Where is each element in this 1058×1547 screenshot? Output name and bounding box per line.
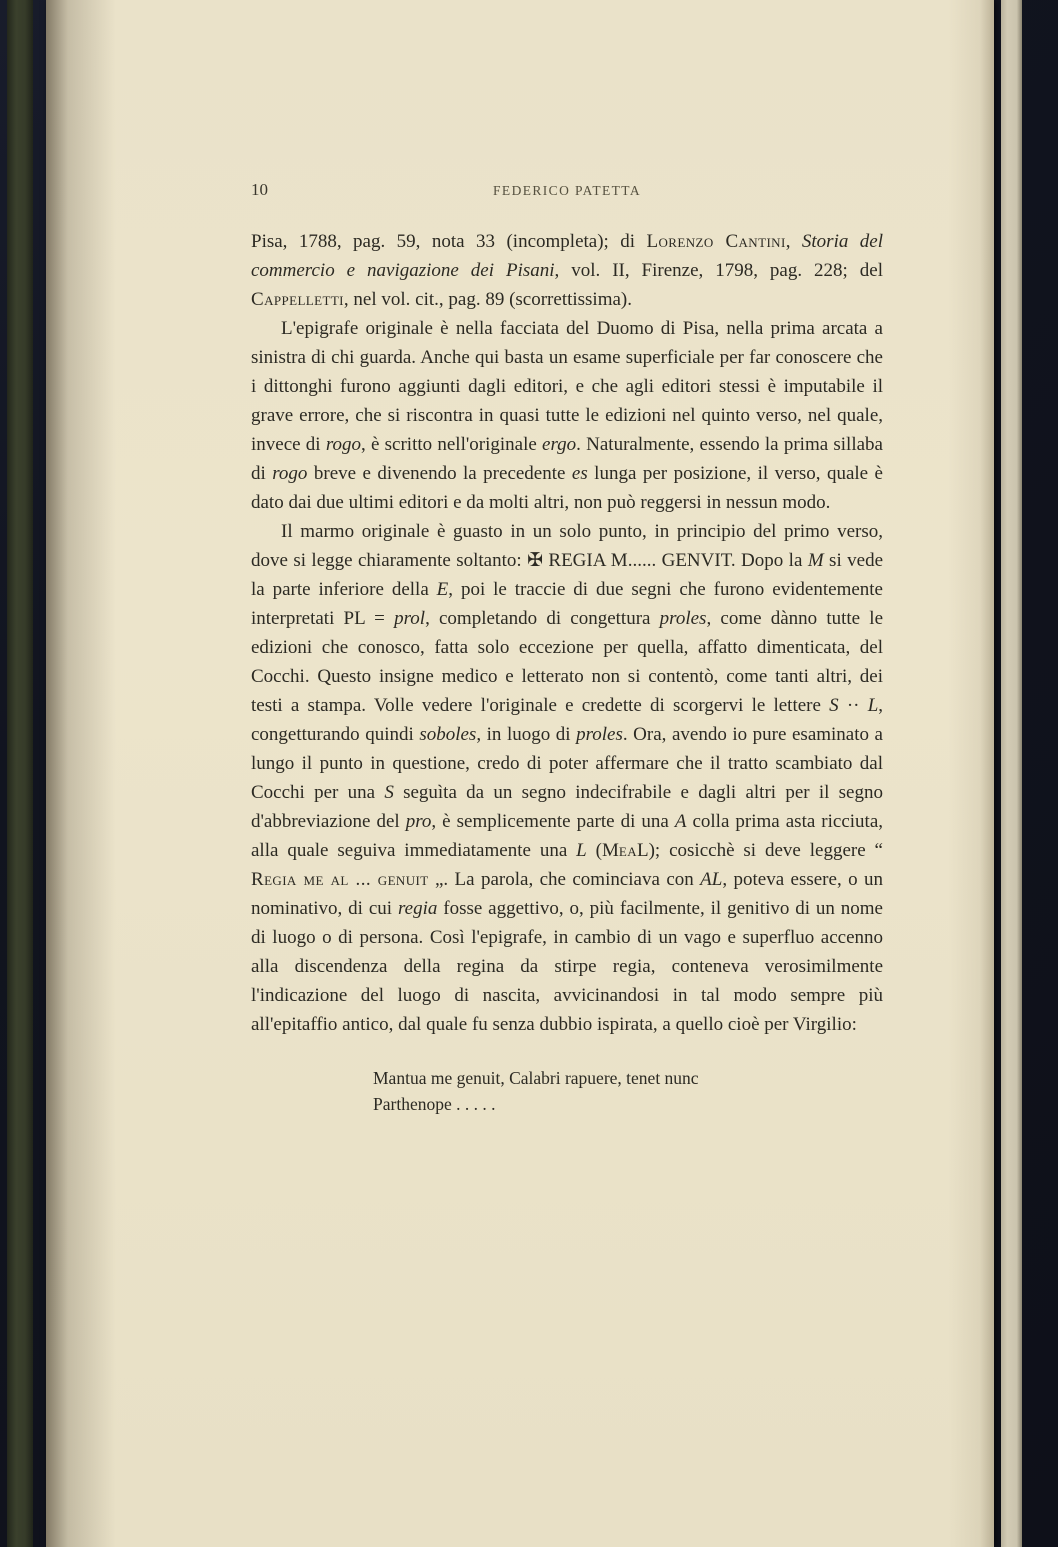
running-header-title: FEDERICO PATETTA [493,183,641,198]
paragraph-marmo: Il marmo originale è guasto in un solo punto, in principio del primo verso, dove si legge chiaramente soltanto: ✠ REGIA M...... GENVIT. Dopo la M si vede la parte inferiore della E, poi le traccie di due segni che furono evidentemente interpretati PL = prol, completando di congettura proles, come dànno tutte le edizioni che conosco, fatta solo eccezione per quella, affatto dimenticata, del Cocchi. Questo insigne medico e letterato non si contentò, come tanti altri, dei testi a stampa. Volle vedere l'originale e credette di scorgervi le lettere S ·· L, congetturando quindi soboles, in luogo di proles. Ora, avendo io pure esaminato a lungo il punto in questione, credo di poter affermare che il tratto scambiato dal Cocchi per una S seguìta da un segno indecifrabile e dagli altri per il segno d'abbreviazione del pro, è semplicemente parte di una A colla prima asta ricciuta, alla quale seguiva immediatamente una L (MeaL); cosicchè si deve leggere “ Regia me al ... genuit „. La parola, che cominciava con AL, poteva essere, o un nominativo, di cui regia fosse aggettivo, o, più facilmente, il genitivo di un nome di luogo o di persona. Così l'epigrafe, in cambio di un vago e superfluo accenno alla discendenza della regina da stirpe regia, conteneva verosimilmente l'indicazione del luogo di nascita, avvicinandosi in tal modo sempre più all'epitaffio antico, dal quale fu senza dubbio ispirata, a quello cioè per Virgilio: [251,521,884,1035]
next-page-edge [1001,0,1022,1547]
verse-block [373,1065,883,1117]
verse-line-1: Mantua me genuit, Calabri rapuere, tenet nunc [373,1068,699,1088]
page-content [251,180,883,1117]
book-page [46,0,994,1547]
paragraph-bibliography: Pisa, 1788, pag. 59, nota 33 (incompleta); di Lorenzo Cantini, Storia del commercio e navigazione dei Pisani, vol. II, Firenze, 1798, pag. 228; del Cappelletti, nel vol. cit., pag. 89 (scorrettissima). [251,231,883,310]
paragraph-epigrafe: L'epigrafe originale è nella facciata del Duomo di Pisa, nella prima arcata a sinistra di chi guarda. Anche qui basta un esame superficiale per far conoscere che i dittonghi furono aggiunti dagli editori, e che agli editori stessi è imputabile il grave errore, che si riscontra in quasi tutte le edizioni nel quinto verso, nel quale, invece di rogo, è scritto nell'originale ergo. Naturalmente, essendo la prima sillaba di rogo breve e divenendo la precedente es lunga per posizione, il verso, quale è dato dai due ultimi editori e da molti altri, non può reggersi in nessun modo. [251,318,883,513]
page-body [251,227,883,1117]
verse-line-2: Parthenope . . . . . [373,1094,496,1114]
running-header [251,180,883,202]
book-cover-edge [7,0,33,1547]
page-number: 10 [251,180,268,199]
